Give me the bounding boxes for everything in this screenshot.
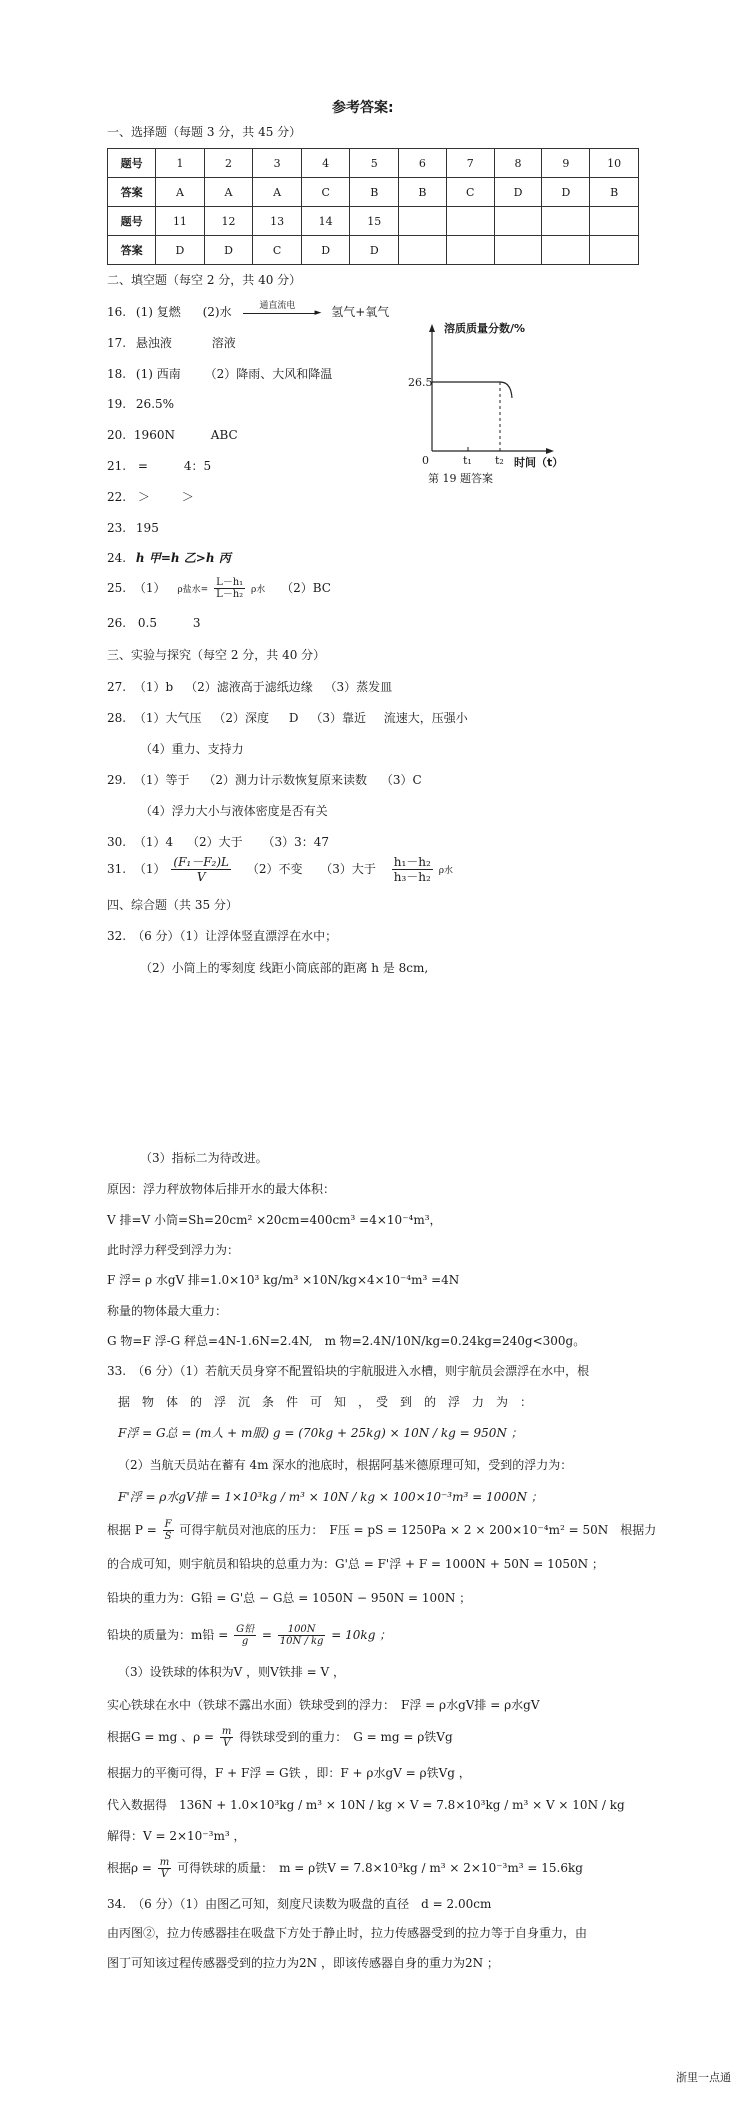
answer-part: （2）测力计示数恢复原来读数: [203, 773, 368, 787]
answer-part: 氢气+氧气: [331, 305, 390, 319]
row-label: 答案: [108, 178, 156, 207]
answer-23: [107, 520, 159, 536]
answer-part: （3）靠近: [310, 711, 366, 725]
q33-line16: [107, 1853, 583, 1883]
fraction-denominator: h₃－h₂: [393, 870, 431, 884]
t2-label: t₂: [495, 454, 504, 467]
answer-part: ＞: [137, 490, 150, 504]
text-part: =: [261, 1628, 272, 1642]
q33-line5: F'浮 = ρ水gV排 = 1×10³kg / m³ × 10N / kg × 100×10⁻³m³ = 1000N ；: [118, 1490, 543, 1504]
fraction-denominator: V: [223, 1738, 231, 1749]
q32-line7: F 浮= ρ 水gV 排=1.0×10³ kg/m³ ×10N/kg×4×10⁻⁴m³ =4N: [107, 1273, 460, 1287]
q32-line2: （2）小筒上的零刻度 线距小筒底部的距离 h 是 8cm,: [140, 961, 429, 975]
q32-line3: （3）指标二为待改进。: [140, 1151, 268, 1165]
text-part: 可得铁球的质量： m = ρ铁V = 7.8×10³kg / m³ × 2×10⁻³m³ = 15.6kg: [177, 1861, 583, 1875]
table-cell: B: [590, 178, 639, 207]
fraction-numerator: L－h₁: [216, 577, 244, 588]
chart-caption: 第 19 题答案: [428, 472, 493, 485]
answer-part: （1）b: [133, 680, 174, 694]
answer-part: ＞: [181, 490, 194, 504]
answer-part: （1）: [133, 862, 166, 876]
y-axis-arrow-icon: [429, 324, 435, 332]
q-number: 18.: [107, 367, 127, 381]
answer-part: 195: [135, 521, 159, 535]
q33-line1: 33. （6 分）（1）若航天员身穿不配置铅块的宇航服进入水槽，则宇航员会漂浮在水中，根: [107, 1364, 590, 1378]
q33-line2: 据 物 体 的 浮 沉 条 件 可 知 ， 受 到 的 浮 力 为 ：: [118, 1395, 533, 1409]
table-cell: 15: [350, 207, 399, 236]
table-cell: C: [446, 178, 494, 207]
answer-27: [107, 679, 392, 695]
q-number: 27.: [107, 680, 127, 694]
fraction-numerator: G铅: [236, 1624, 255, 1635]
answer-29: [107, 772, 422, 788]
q-number: 23.: [107, 521, 127, 535]
answer-part: （1）等于: [133, 773, 190, 787]
fraction-numerator: F: [164, 1519, 172, 1530]
table-cell: 4: [301, 149, 350, 178]
answer-table: [107, 148, 639, 265]
table-cell: [446, 207, 494, 236]
table-cell: A: [204, 178, 253, 207]
fraction-denominator: g: [241, 1636, 249, 1647]
fraction: [220, 1726, 233, 1749]
page-title: 参考答案:: [332, 100, 394, 116]
text-part: 铅块的质量为：m铅 =: [107, 1628, 229, 1642]
table-cell: 5: [350, 149, 399, 178]
fraction-numerator: 100N: [278, 1624, 326, 1636]
answer-26: [107, 615, 200, 631]
q-number: 25.: [107, 581, 127, 595]
answer-18: [107, 366, 332, 382]
answer-part: （1）4: [133, 835, 174, 849]
text-part: 得铁球受到的重力： G = mg = ρ铁Vg: [239, 1730, 453, 1744]
answer-part: （2）滤液高于滤纸边缘: [185, 680, 313, 694]
table-cell: 7: [446, 149, 494, 178]
fraction: [234, 1624, 256, 1647]
q33-line8: 铅块的重力为：G铅 = G'总 − G总 = 1050N − 950N = 100N ；: [107, 1591, 472, 1605]
table-cell: [399, 207, 447, 236]
table-cell: D: [156, 236, 205, 265]
table-cell: D: [204, 236, 253, 265]
table-cell: 9: [542, 149, 590, 178]
q32-line4: 原因：浮力秤放物体后排开水的最大体积：: [107, 1182, 336, 1196]
fraction: [163, 1519, 174, 1542]
answer-part: (1) 复燃: [135, 305, 181, 319]
fraction-numerator: m: [159, 1857, 170, 1868]
table-cell: [542, 236, 590, 265]
answer-part: （1）: [133, 581, 166, 595]
table-cell: 14: [301, 207, 350, 236]
table-cell: C: [301, 178, 350, 207]
text-part: 根据ρ =: [107, 1861, 152, 1875]
table-cell: D: [542, 178, 590, 207]
answer-part: （3）大于: [320, 862, 376, 876]
answer-part: （3）3：47: [262, 835, 330, 849]
fraction-numerator: m: [221, 1726, 232, 1737]
fraction-numerator: h₁－h₂: [393, 855, 431, 869]
row-label: 题号: [108, 149, 156, 178]
answer-16: [107, 301, 390, 320]
q32-line9: G 物=F 浮-G 秤总=4N-1.6N=2.4N, m 物=2.4N/10N/kg=0.24kg=240g<300g。: [107, 1334, 586, 1348]
q32-line6: 此时浮力秤受到浮力为：: [107, 1243, 240, 1257]
table-cell: [494, 207, 542, 236]
fraction-denominator: L－h₂: [216, 589, 244, 600]
table-cell: 11: [156, 207, 205, 236]
answer-25: [107, 573, 331, 605]
answer-part: (1) 西南: [135, 367, 181, 381]
q-number: 20.: [107, 428, 127, 442]
table-cell: 10: [590, 149, 639, 178]
table-row: [108, 236, 639, 265]
fraction-denominator: V: [160, 1869, 169, 1880]
table-cell: A: [253, 178, 302, 207]
answer-part: （2）BC: [281, 581, 331, 595]
answer-part: （2）不变: [246, 862, 303, 876]
answer-30: [107, 834, 329, 850]
answer-part: 26.5%: [135, 397, 175, 411]
answer-28-4: （4）重力、支持力: [140, 742, 244, 756]
q33-line14: 代入数据得 136N + 1.0×10³kg / m³ × 10N / kg × V = 7.8×10³kg / m³ × V × 10N / kg: [107, 1798, 625, 1812]
answer-19: [107, 396, 174, 412]
text-part: 根据 P =: [107, 1523, 157, 1537]
table-cell: 13: [253, 207, 302, 236]
fraction: [392, 855, 433, 884]
answer-part: （2）深度: [213, 711, 270, 725]
answer-part: （2）降雨、大风和降温: [204, 367, 333, 381]
answer-21: [107, 458, 211, 474]
q33-line3: F浮 = G总 = (m人 + m服) g = (70kg + 25kg) × 10N / kg = 950N ；: [118, 1426, 523, 1440]
table-cell: B: [350, 178, 399, 207]
row-label: 题号: [108, 207, 156, 236]
q-number: 26.: [107, 616, 127, 630]
q-number: 24.: [107, 551, 127, 565]
fraction-denominator: S: [164, 1531, 172, 1542]
chart-title: 溶质质量分数/%: [444, 322, 526, 335]
q33-line7: 的合成可知，则宇航员和铅块的总重力为：G'总 = F'浮 + F = 1000N + 50N = 1050N ；: [107, 1557, 604, 1571]
section-comprehensive-heading: 四、综合题（共 35 分）: [107, 898, 238, 912]
table-cell: A: [156, 178, 205, 207]
table-row: [108, 149, 639, 178]
fraction-denominator: V: [196, 870, 206, 884]
fraction-numerator: (F₁－F₂)L: [173, 855, 229, 869]
y-tick-label: 26.5: [408, 376, 433, 389]
table-cell: 2: [204, 149, 253, 178]
rho-symbol: ρ盐水=: [177, 585, 209, 595]
answer-17: [107, 335, 236, 351]
table-cell: D: [494, 178, 542, 207]
answer-part: 4：5: [183, 459, 212, 473]
table-cell: [590, 236, 639, 265]
q33-line13: 根据力的平衡可得，F + F浮 = G铁 ，即：F + ρ水gV = ρ铁Vg ，: [107, 1766, 471, 1780]
q19-chart: [408, 316, 578, 486]
table-cell: [446, 236, 494, 265]
q-number: 21.: [107, 459, 127, 473]
table-cell: [399, 236, 447, 265]
section-choice-heading: 一、选择题（每题 3 分，共 45 分）: [107, 125, 302, 139]
table-cell: [542, 207, 590, 236]
table-cell: D: [301, 236, 350, 265]
row-label: 答案: [108, 236, 156, 265]
fraction: [171, 855, 231, 884]
q34-line3: 图丁可知该过程传感器受到的拉力为2N ，即该传感器自身的重力为2N ；: [107, 1956, 499, 1970]
reaction-condition: 通直流电: [259, 301, 296, 311]
text-part: 可得宇航员对池底的压力： F压 = pS = 1250Pa × 2 × 200×10⁻⁴m² = 50N 根据力: [179, 1523, 657, 1537]
fraction: [214, 577, 245, 600]
table-cell: D: [350, 236, 399, 265]
q-number: 19.: [107, 397, 127, 411]
answer-part: 0.5: [137, 616, 158, 630]
answer-29-4: （4）浮力大小与液体密度是否有关: [140, 804, 328, 818]
answer-part: 3: [192, 616, 201, 630]
q-number: 31.: [107, 862, 127, 876]
answer-part: 1960N: [133, 428, 175, 442]
table-cell: C: [253, 236, 302, 265]
answer-part: ABC: [210, 428, 238, 442]
answer-part: （2）大于: [187, 835, 243, 849]
q32-line1: 32. （6 分）（1）让浮体竖直漂浮在水中；: [107, 929, 338, 943]
table-cell: 8: [494, 149, 542, 178]
fraction: [278, 1624, 326, 1647]
q32-line8: 称量的物体最大重力：: [107, 1304, 228, 1318]
table-cell: [494, 236, 542, 265]
answer-20: [107, 427, 238, 443]
table-cell: 1: [156, 149, 205, 178]
q33-line15: 解得：V = 2×10⁻³m³ ，: [107, 1829, 246, 1843]
q-number: 30.: [107, 835, 127, 849]
q-number: 28.: [107, 711, 127, 725]
table-cell: [590, 207, 639, 236]
table-cell: B: [399, 178, 447, 207]
table-cell: 6: [399, 149, 447, 178]
q-number: 22.: [107, 490, 127, 504]
x-axis-arrow-icon: [546, 448, 554, 454]
q34-line1: 34. （6 分）（1）由图乙可知，刻度尺读数为吸盘的直径 d = 2.00cm: [107, 1897, 492, 1911]
answer-part: （1）大气压: [133, 711, 202, 725]
q33-line4: （2）当航天员站在蓄有 4m 深水的池底时，根据阿基米德原理可知，受到的浮力为：: [118, 1458, 573, 1472]
fraction-denominator: 10N / kg: [279, 1636, 324, 1647]
text-part: = 10kg ；: [331, 1628, 392, 1642]
q34-line2: 由丙图②，拉力传感器挂在吸盘下方处于静止时，拉力传感器受到的拉力等于自身重力，由: [107, 1926, 588, 1940]
q33-line11: 实心铁球在水中（铁球不露出水面）铁球受到的浮力： F浮 = ρ水gV排 = ρ水gV: [107, 1698, 540, 1712]
answer-part: (2)水: [202, 305, 232, 319]
fraction: [158, 1857, 171, 1880]
answer-part: 流速大，压强小: [383, 711, 468, 725]
answer-part: 溶液: [211, 336, 236, 350]
section-experiment-heading: 三、实验与探究（每空 2 分，共 40 分）: [107, 648, 326, 662]
t1-label: t₁: [463, 454, 472, 467]
q33-line10: （3）设铁球的体积为V ，则V铁排 = V ，: [118, 1665, 345, 1679]
q33-line6: [107, 1515, 656, 1545]
answer-part: h 甲=h 乙>h 丙: [135, 551, 231, 565]
q33-line9: [107, 1618, 391, 1652]
answer-part: =: [137, 459, 148, 473]
text-part: 根据G = mg 、ρ =: [107, 1730, 215, 1744]
answer-28: [107, 710, 468, 726]
table-cell: 3: [253, 149, 302, 178]
answer-part: （3）蒸发皿: [324, 680, 393, 694]
table-row: [108, 178, 639, 207]
x-axis-label: 时间（t）: [514, 456, 564, 469]
rho-symbol: ρ水: [438, 866, 453, 876]
arrow-shaft: [243, 313, 315, 314]
answer-part: 悬浊液: [135, 336, 172, 350]
q-number: 16.: [107, 305, 127, 319]
origin-label: 0: [422, 454, 429, 467]
answer-22: [107, 489, 194, 505]
q-number: 17.: [107, 336, 127, 350]
answer-part: D: [288, 711, 299, 725]
table-row: [108, 207, 639, 236]
table-cell: 12: [204, 207, 253, 236]
q-number: 29.: [107, 773, 127, 787]
q33-line12: [107, 1722, 453, 1752]
answer-part: （3）C: [380, 773, 422, 787]
reaction-arrow: [241, 301, 322, 320]
footer-watermark: 浙里一点通: [676, 2071, 731, 2084]
section-fill-heading: 二、填空题（每空 2 分，共 40 分）: [107, 273, 302, 287]
q32-line5: V 排=V 小筒=Sh=20cm² ×20cm=400cm³ =4×10⁻⁴m³，: [107, 1213, 442, 1227]
arrow-head-icon: ►: [314, 308, 322, 318]
rho-symbol: ρ水: [250, 585, 266, 595]
answer-31: [107, 853, 453, 887]
answer-24: [107, 550, 231, 566]
